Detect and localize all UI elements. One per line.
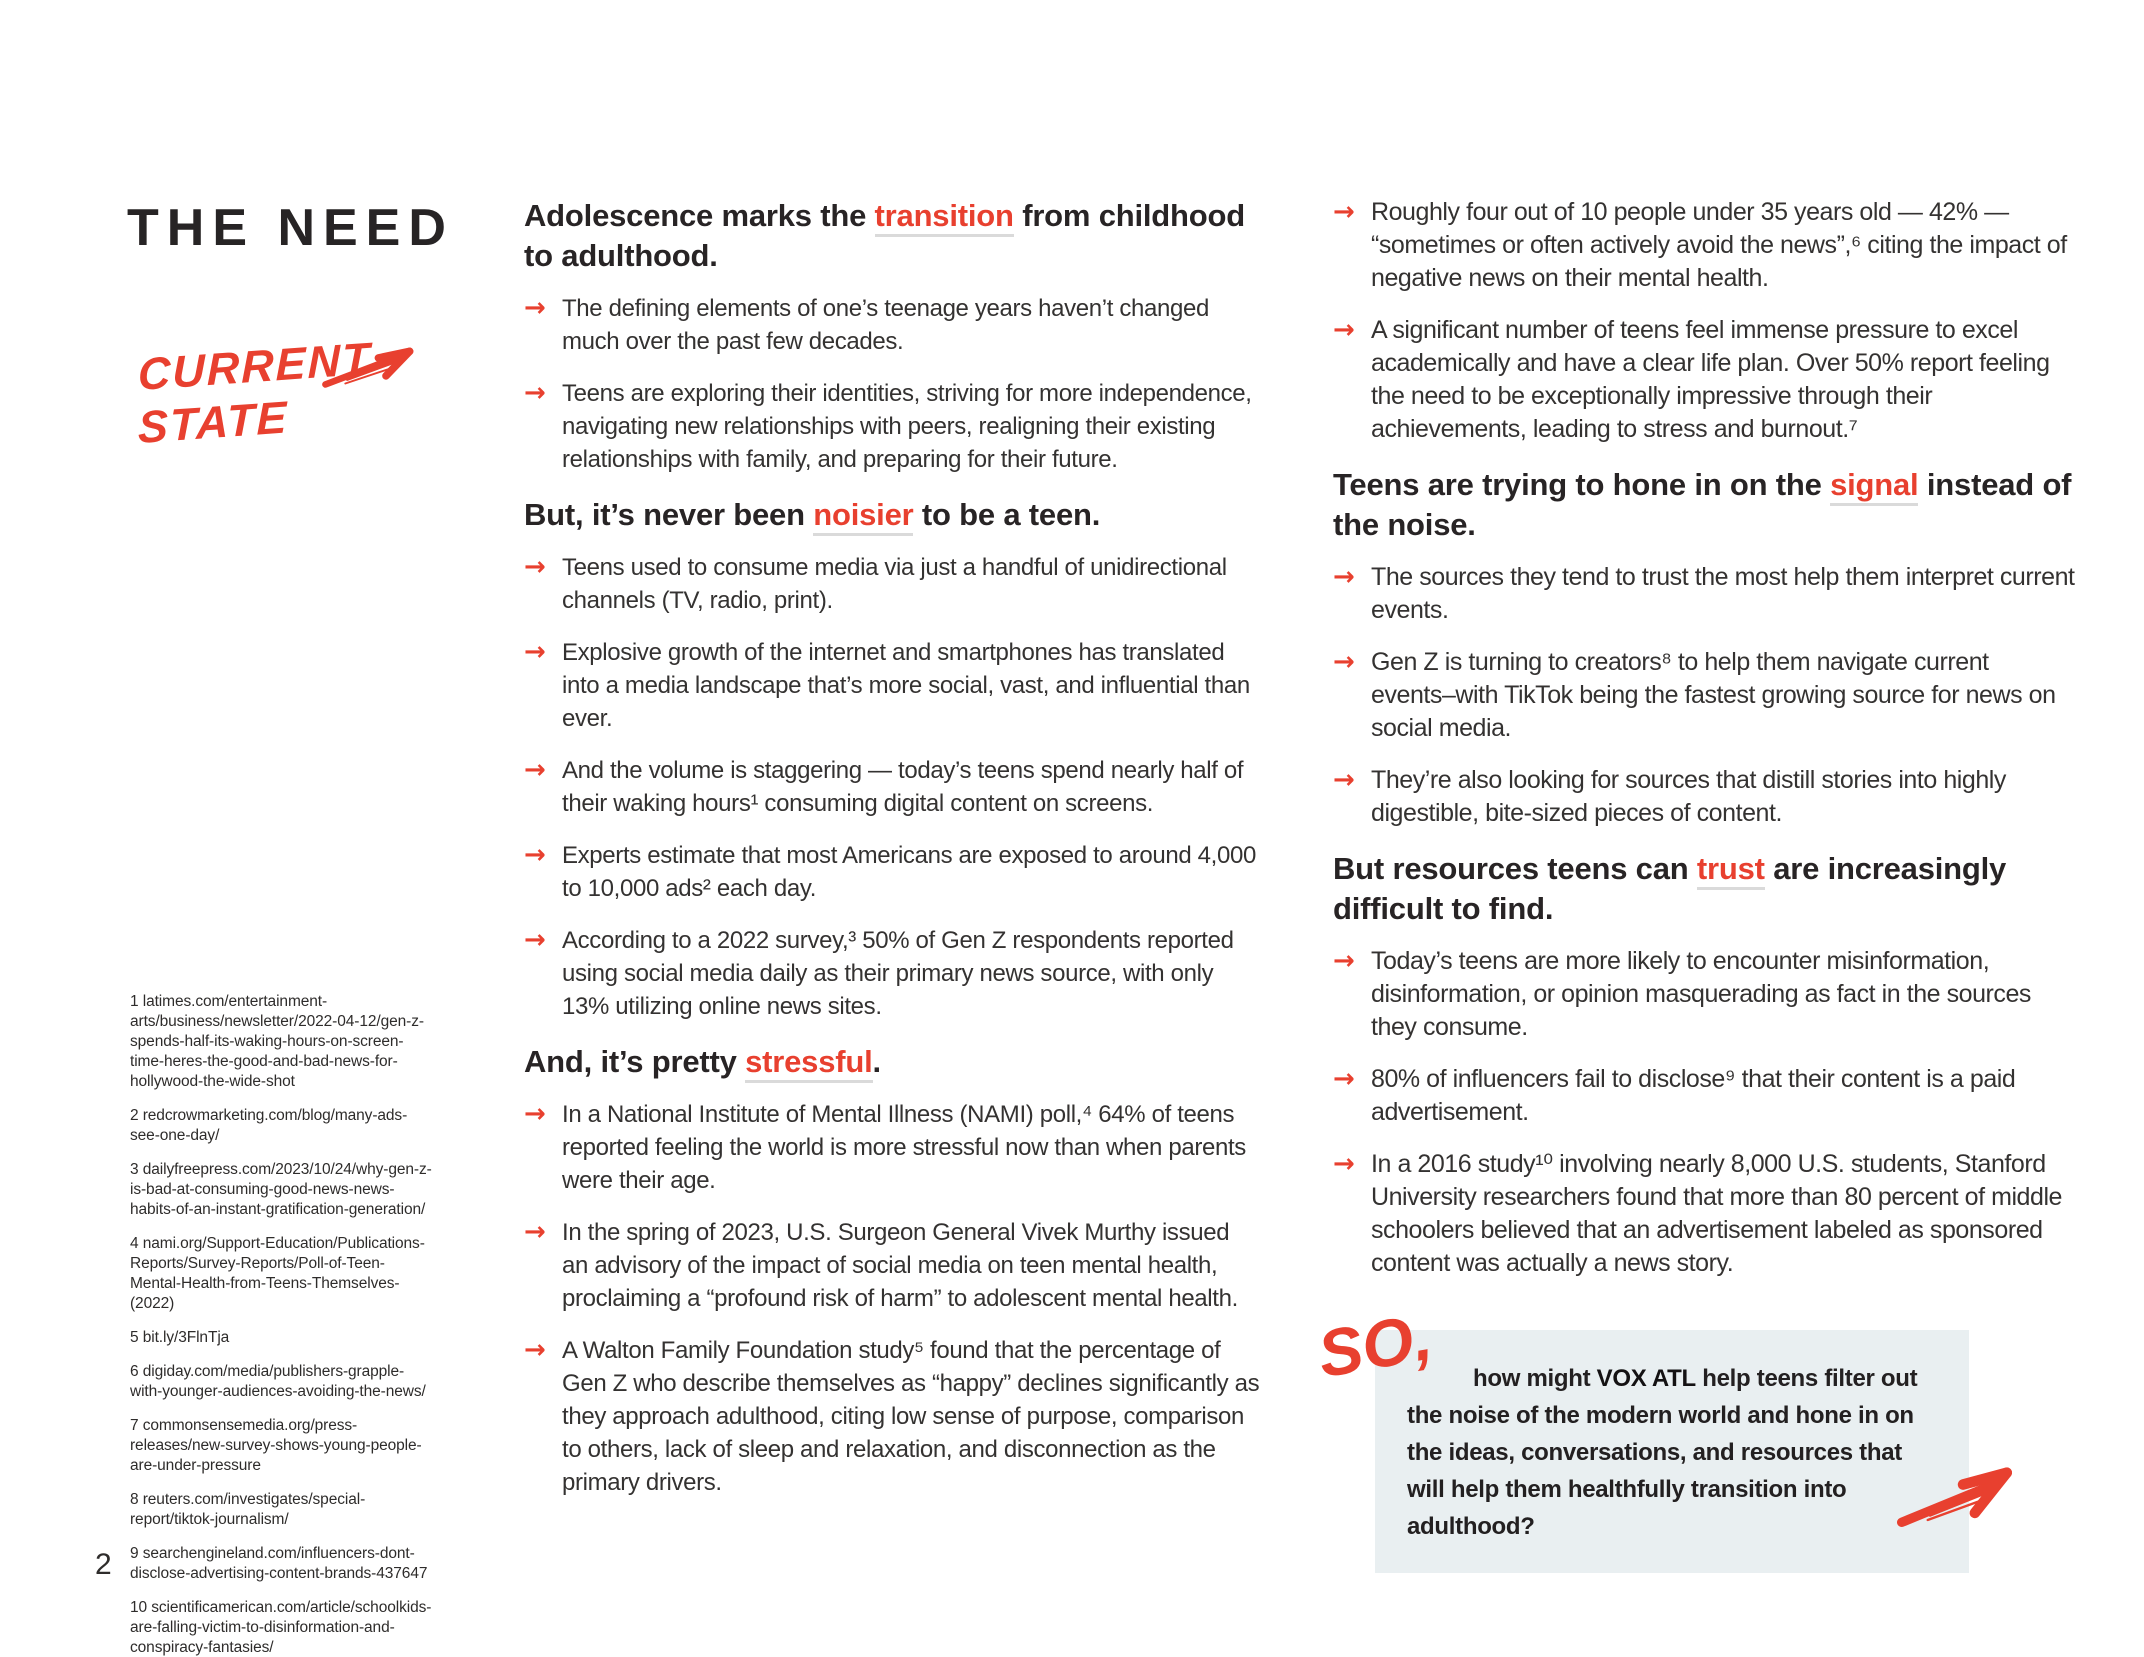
bullet-text: 80% of influencers fail to disclose⁹ that their content is a paid advertisement.	[1371, 1065, 2016, 1126]
section-heading	[1333, 465, 2079, 545]
bullet-list	[524, 1098, 1260, 1499]
bullet-text: A significant number of teens feel immense pressure to excel academically and have a clear life plan. Over 50% report feeling the need to be exceptionally impressive through their achievements, leading to stress and burnout.⁷	[1371, 316, 2050, 443]
heading-text: But resources teens can	[1333, 851, 1697, 886]
bullet-text: Explosive growth of the internet and smartphones has translated into a media landscape that’s more social, vast, and influential than ever.	[562, 639, 1250, 732]
bullet-text: According to a 2022 survey,³ 50% of Gen Z respondents reported using social media daily as their primary news source, with only 13% utilizing online news sites.	[562, 927, 1234, 1020]
heading-highlight: transition	[875, 198, 1014, 237]
arrow-bullet-icon: →	[1333, 765, 1355, 795]
heading-text: .	[872, 1044, 881, 1079]
footnote: 4 nami.org/Support-Education/Publications-Reports/Survey-Reports/Poll-of-Teen-Mental-Health-from-Teens-Themselves-(2022)	[130, 1235, 425, 1312]
footnote: 8 reuters.com/investigates/special-report/tiktok-journalism/	[130, 1491, 366, 1528]
right-column	[1333, 196, 2079, 1299]
bullet-text: Roughly four out of 10 people under 35 years old — 42% — “sometimes or often actively avoid the news”,⁶ citing the impact of negative news on their mental health.	[1371, 198, 2067, 292]
bullet-text: They’re also looking for sources that distill stories into highly digestible, bite-sized pieces of content.	[1371, 766, 2006, 827]
bullet-text: Experts estimate that most Americans are exposed to around 4,000 to 10,000 ads² each day.	[562, 842, 1256, 902]
red-arrow-icon	[320, 340, 416, 392]
bullet-item	[524, 292, 1260, 358]
footnote: 5 bit.ly/3FlnTja	[130, 1329, 230, 1346]
heading-text: Adolescence marks the	[524, 198, 875, 233]
arrow-bullet-icon: →	[1333, 647, 1355, 677]
heading-text: are increasingly difficult to find.	[1333, 851, 2007, 926]
arrow-bullet-icon: →	[1333, 1149, 1355, 1179]
brand-name: VOX ATL	[1596, 1365, 1696, 1392]
arrow-bullet-icon: →	[524, 293, 546, 323]
bullet-item	[1333, 764, 2079, 830]
bullet-text: The sources they tend to trust the most help them interpret current events.	[1371, 563, 2075, 624]
heading-text: to be a teen.	[913, 497, 1101, 532]
bullet-item	[524, 1216, 1260, 1315]
heading-text: Teens are trying to hone in on the	[1333, 467, 1831, 502]
bullet-item	[1333, 1063, 2079, 1129]
bullet-item	[1333, 1148, 2079, 1280]
bullet-text: Gen Z is turning to creators⁸ to help them navigate current events–with TikTok being the fastest growing source for news on social media.	[1371, 648, 2056, 742]
bullet-list	[1333, 561, 2079, 830]
arrow-bullet-icon: →	[1333, 315, 1355, 345]
arrow-bullet-icon: →	[1333, 197, 1355, 227]
bullet-item	[524, 636, 1260, 735]
heading-text: from childhood to adulthood.	[524, 198, 1245, 273]
middle-column	[524, 196, 1260, 1518]
bullet-list	[1333, 196, 2079, 446]
bullet-list	[524, 292, 1260, 476]
footnote: 2 redcrowmarketing.com/blog/many-ads-see-one-day/	[130, 1107, 408, 1144]
heading-text: instead of the noise.	[1333, 467, 2072, 542]
heading-highlight: signal	[1830, 467, 1918, 506]
so-script: SO,	[1312, 1298, 1438, 1392]
heading-highlight: trust	[1697, 851, 1765, 890]
heading-text: But, it’s never been	[524, 497, 814, 532]
section-heading	[524, 1042, 1260, 1082]
arrow-bullet-icon: →	[524, 552, 546, 582]
bullet-text: Teens are exploring their identities, striving for more independence, navigating new relationships with peers, realigning their existing relationships with family, and preparing for their future.	[562, 380, 1252, 473]
callout-text-pre: how might	[1473, 1365, 1597, 1392]
arrow-bullet-icon: →	[524, 1217, 546, 1247]
bullet-text: A Walton Family Foundation study⁵ found that the percentage of Gen Z who describe themselves as “happy” declines significantly as they approach adulthood, citing low sense of purpose, comparison to others, lack of sleep and relaxation, and disconnection as the primary drivers.	[562, 1337, 1260, 1496]
bullet-text: In a 2016 study¹⁰ involving nearly 8,000 U.S. students, Stanford University researchers found that more than 80 percent of middle schoolers believed that an advertisement labeled as sponsored content was actually a news story.	[1371, 1150, 2063, 1277]
bullet-list	[1333, 945, 2079, 1280]
arrow-bullet-icon: →	[524, 755, 546, 785]
arrow-bullet-icon: →	[524, 378, 546, 408]
arrow-bullet-icon: →	[524, 1099, 546, 1129]
bullet-text: The defining elements of one’s teenage years haven’t changed much over the past few decades.	[562, 295, 1210, 355]
footnote: 10 scientificamerican.com/article/schoolkids-are-falling-victim-to-disinformation-and-conspiracy-fantasies/	[130, 1599, 432, 1656]
footnote: 7 commonsensemedia.org/press-releases/new-survey-shows-young-people-are-under-pressure	[130, 1417, 422, 1474]
bullet-item	[1333, 945, 2079, 1044]
arrow-bullet-icon: →	[1333, 946, 1355, 976]
arrow-bullet-icon: →	[1333, 562, 1355, 592]
bullet-item	[1333, 196, 2079, 295]
arrow-bullet-icon: →	[524, 637, 546, 667]
bullet-text: In a National Institute of Mental Illness (NAMI) poll,⁴ 64% of teens reported feeling the world is more stressful now than when parents were their age.	[562, 1101, 1246, 1194]
bullet-item	[524, 1098, 1260, 1197]
footnotes-list	[130, 992, 432, 1657]
bullet-item	[524, 754, 1260, 820]
page-number: 2	[95, 1548, 112, 1581]
arrow-bullet-icon: →	[524, 1335, 546, 1365]
red-arrow-icon	[1897, 1458, 2015, 1530]
heading-text: And, it’s pretty	[524, 1044, 746, 1079]
bullet-text: Today’s teens are more likely to encounter misinformation, disinformation, or opinion masquerading as fact in the sources they consume.	[1371, 947, 2031, 1041]
heading-highlight: stressful	[745, 1044, 872, 1083]
callout-box	[1375, 1330, 1969, 1573]
bullet-text: Teens used to consume media via just a handful of unidirectional channels (TV, radio, print).	[562, 554, 1227, 614]
section-heading	[1333, 849, 2079, 929]
callout-text	[1407, 1360, 1935, 1545]
bullet-item	[524, 839, 1260, 905]
bullet-item	[524, 551, 1260, 617]
bullet-item	[1333, 314, 2079, 446]
callout-text-post: help teens filter out the noise of the modern world and hone in on the ideas, conversations, and resources that will help them healthfully transition into adulthood?	[1407, 1365, 1918, 1540]
footnote: 3 dailyfreepress.com/2023/10/24/why-gen-z-is-bad-at-consuming-good-news-news-habits-of-an-instant-gratification-generation/	[130, 1161, 432, 1218]
footnote: 6 digiday.com/media/publishers-grapple-with-younger-audiences-avoiding-the-news/	[130, 1363, 426, 1400]
bullet-text: In the spring of 2023, U.S. Surgeon General Vivek Murthy issued an advisory of the impact of social media on teen mental health, proclaiming a “profound risk of harm” to adolescent mental health.	[562, 1219, 1238, 1312]
section-heading	[524, 495, 1260, 535]
arrow-bullet-icon: →	[1333, 1064, 1355, 1094]
footnote: 9 searchengineland.com/influencers-dont-disclose-advertising-content-brands-437647	[130, 1545, 428, 1582]
heading-highlight: noisier	[813, 497, 913, 536]
footnote: 1 latimes.com/entertainment-arts/business/newsletter/2022-04-12/gen-z-spends-half-its-waking-hours-on-screen-time-heres-the-good-and-bad-news-for-hollywood-the-wide-shot	[130, 993, 424, 1090]
section-heading	[524, 196, 1260, 276]
current-state-annotation	[138, 332, 372, 454]
bullet-list	[524, 551, 1260, 1023]
annotation-line: STATE	[138, 391, 289, 453]
page-title: THE NEED	[127, 199, 454, 257]
bullet-item	[524, 1334, 1260, 1499]
arrow-bullet-icon: →	[524, 925, 546, 955]
bullet-item	[1333, 561, 2079, 627]
annotation-line: CURRENT	[138, 332, 372, 400]
bullet-text: And the volume is staggering — today’s teens spend nearly half of their waking hours¹ consuming digital content on screens.	[562, 757, 1244, 817]
bullet-item	[1333, 646, 2079, 745]
bullet-item	[524, 377, 1260, 476]
bullet-item	[524, 924, 1260, 1023]
arrow-bullet-icon: →	[524, 840, 546, 870]
